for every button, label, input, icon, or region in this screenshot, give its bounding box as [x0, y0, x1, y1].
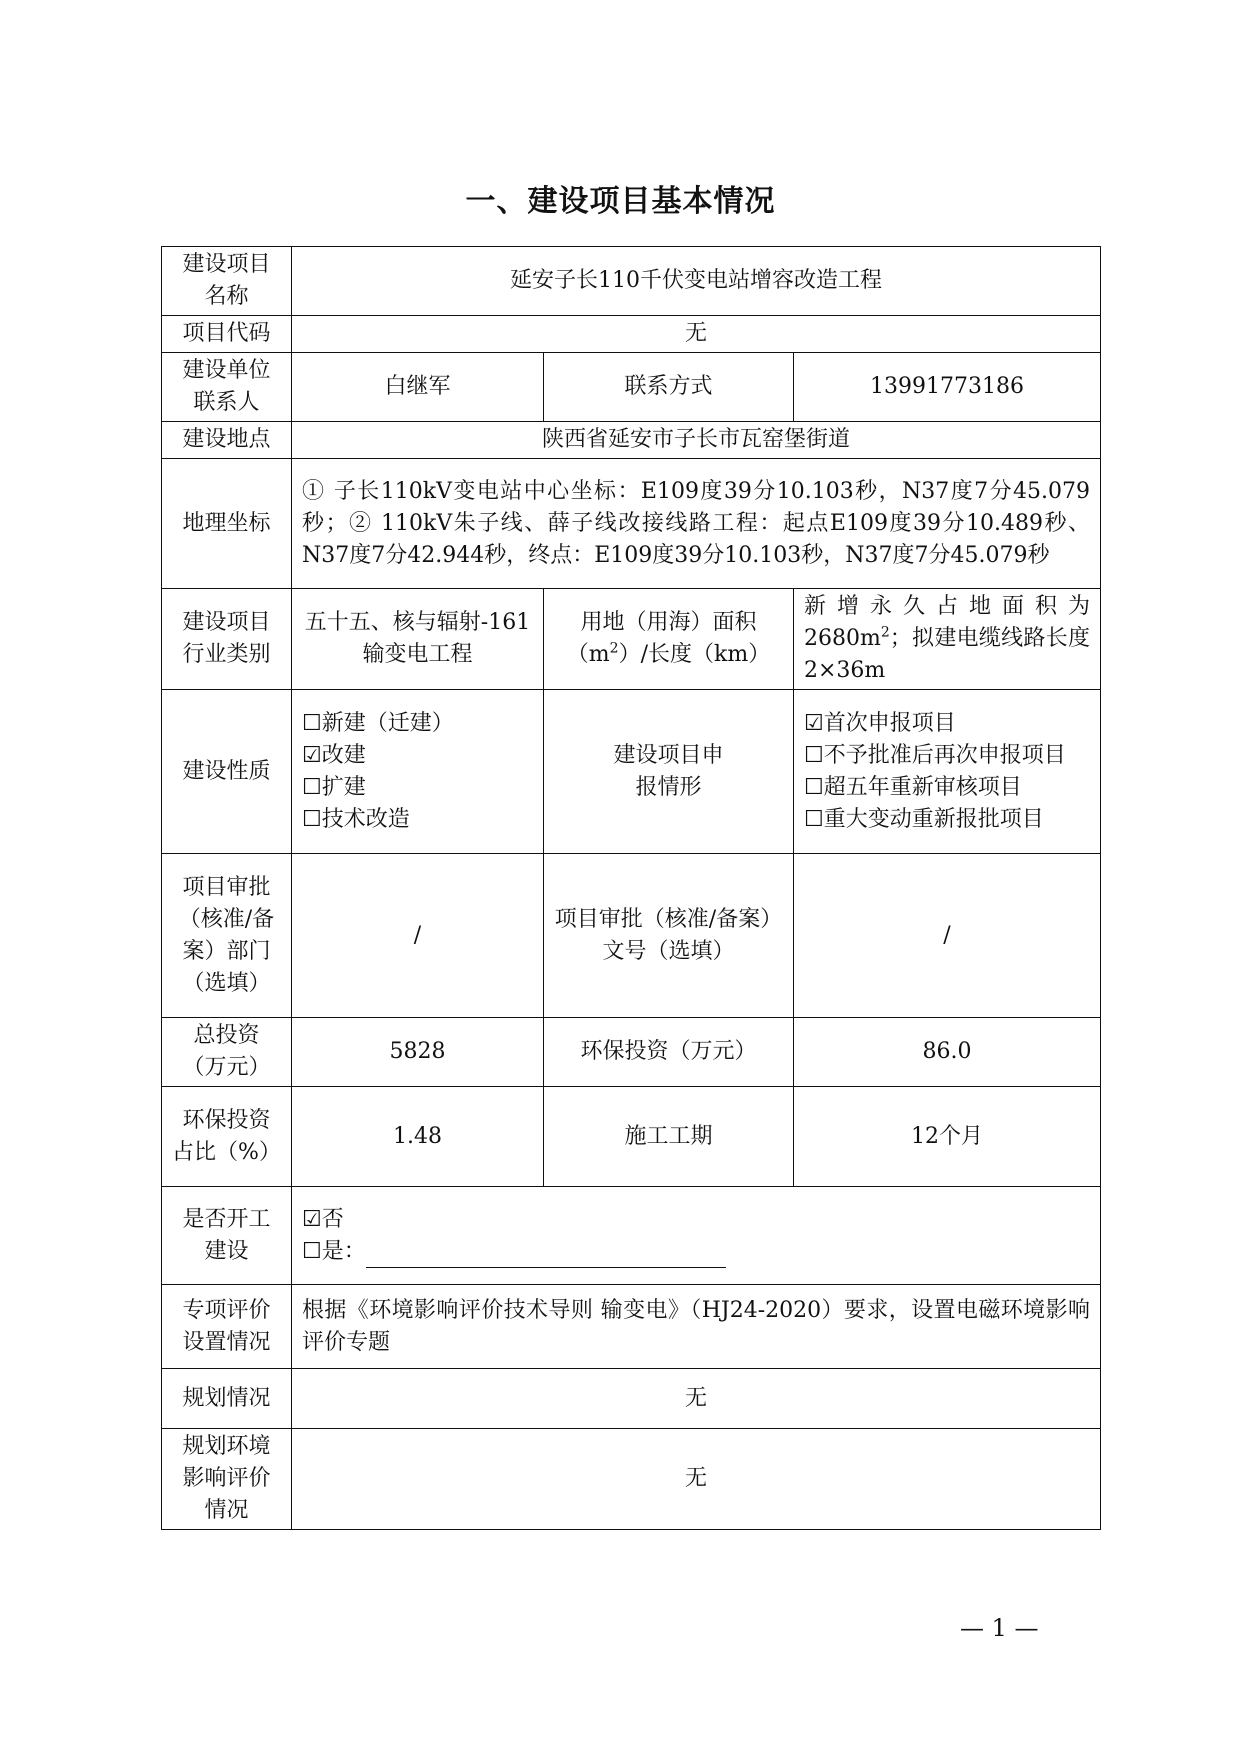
location-label: 建设地点: [162, 422, 292, 459]
declaration-option-five-year[interactable]: ☐超五年重新审核项目: [804, 774, 1022, 800]
row-industry: [162, 589, 1101, 690]
coordinates-label: 地理坐标: [162, 459, 292, 589]
project-code-label: 项目代码: [162, 316, 292, 353]
nature-options: [292, 690, 544, 854]
coordinates-value: ① 子长110kV变电站中心坐标：E109度39分10.103秒，N37度7分45.079秒；② 110kV朱子线、薛子线改接线路工程：起点E109度39分10.489秒、N37度7分42.944秒，终点：E109度39分10.103秒，N37度7分45.079秒: [292, 459, 1101, 589]
construction-period-label: 施工工期: [544, 1087, 794, 1187]
nature-label: 建设性质: [162, 690, 292, 854]
page-number: — 1 —: [960, 1614, 1039, 1642]
env-ratio-label: 环保投资占比（%）: [162, 1087, 292, 1187]
land-area-value-b: ；拟建电缆线路长度2×36m: [804, 626, 1090, 683]
approval-no-label: 项目审批（核准/备案）文号（选填）: [544, 854, 794, 1018]
declaration-option-resubmit[interactable]: ☐不予批准后再次申报项目: [804, 742, 1066, 768]
page-title: 一、建设项目基本情况: [465, 184, 776, 219]
project-name-label: 建设项目名称: [162, 247, 292, 316]
contact-value: 白继军: [292, 353, 544, 422]
env-investment-value: 86.0: [794, 1018, 1101, 1087]
total-investment-value: 5828: [292, 1018, 544, 1087]
row-special-eval: [162, 1285, 1101, 1369]
land-area-value-a: 新增永久占地面积为2680m: [804, 594, 1090, 651]
approval-dept-label: 项目审批（核准/备案）部门（选填）: [162, 854, 292, 1018]
land-area-label-a: 用地（用海）面积（m: [566, 610, 757, 667]
approval-no-value: /: [794, 854, 1101, 1018]
project-code-value: 无: [292, 316, 1101, 353]
started-option-no[interactable]: ☑否: [302, 1206, 344, 1232]
row-started: [162, 1187, 1101, 1285]
declaration-option-major-change[interactable]: ☐重大变动重新报批项目: [804, 806, 1044, 832]
construction-period-value: 12个月: [794, 1087, 1101, 1187]
land-area-label-sup: 2: [609, 640, 619, 657]
industry-value: 五十五、核与辐射-161 输变电工程: [292, 589, 544, 690]
project-name-value: 延安子长110千伏变电站增容改造工程: [292, 247, 1101, 316]
row-planning-env: [162, 1429, 1101, 1530]
contact-label: 建设单位联系人: [162, 353, 292, 422]
land-area-label: [544, 589, 794, 690]
env-investment-label: 环保投资（万元）: [544, 1018, 794, 1087]
total-investment-label: 总投资（万元）: [162, 1018, 292, 1087]
env-ratio-value: 1.48: [292, 1087, 544, 1187]
row-planning: [162, 1369, 1101, 1429]
row-coordinates: [162, 459, 1101, 589]
started-option-yes-label[interactable]: ☐是：: [302, 1238, 366, 1264]
planning-value: 无: [292, 1369, 1101, 1429]
planning-label: 规划情况: [162, 1369, 292, 1429]
planning-env-value: 无: [292, 1429, 1101, 1530]
land-area-value-sup: 2: [880, 624, 890, 641]
special-eval-value: 根据《环境影响评价技术导则 输变电》（HJ24-2020）要求，设置电磁环境影响评价专题: [292, 1285, 1101, 1369]
land-area-value: [794, 589, 1101, 690]
contact-phone-value: 13991773186: [794, 353, 1101, 422]
started-options: [292, 1187, 1101, 1285]
planning-env-label: 规划环境影响评价情况: [162, 1429, 292, 1530]
declaration-option-first[interactable]: ☑首次申报项目: [804, 710, 956, 736]
row-nature: [162, 690, 1101, 854]
row-project-name: [162, 247, 1101, 316]
location-value: 陕西省延安市子长市瓦窑堡街道: [292, 422, 1101, 459]
industry-label: 建设项目行业类别: [162, 589, 292, 690]
row-env-ratio: [162, 1087, 1101, 1187]
declaration-options: [794, 690, 1101, 854]
land-area-label-b: ）/长度（km）: [618, 642, 771, 667]
approval-dept-value: /: [292, 854, 544, 1018]
nature-option-new[interactable]: ☐新建（迁建）: [302, 710, 454, 736]
row-approval: [162, 854, 1101, 1018]
row-contact: [162, 353, 1101, 422]
nature-option-tech[interactable]: ☐技术改造: [302, 806, 410, 832]
special-eval-label: 专项评价设置情况: [162, 1285, 292, 1369]
row-project-code: [162, 316, 1101, 353]
project-info-table: [161, 246, 1101, 1530]
contact-method-label: 联系方式: [544, 353, 794, 422]
started-label: 是否开工建设: [162, 1187, 292, 1285]
row-investment: [162, 1018, 1101, 1087]
started-yes-blank[interactable]: [366, 1245, 726, 1268]
started-option-yes: [302, 1236, 1090, 1268]
nature-option-rebuild[interactable]: ☑改建: [302, 742, 366, 768]
nature-option-expand[interactable]: ☐扩建: [302, 774, 366, 800]
row-location: [162, 422, 1101, 459]
declaration-label: 建设项目申报情形: [544, 690, 794, 854]
